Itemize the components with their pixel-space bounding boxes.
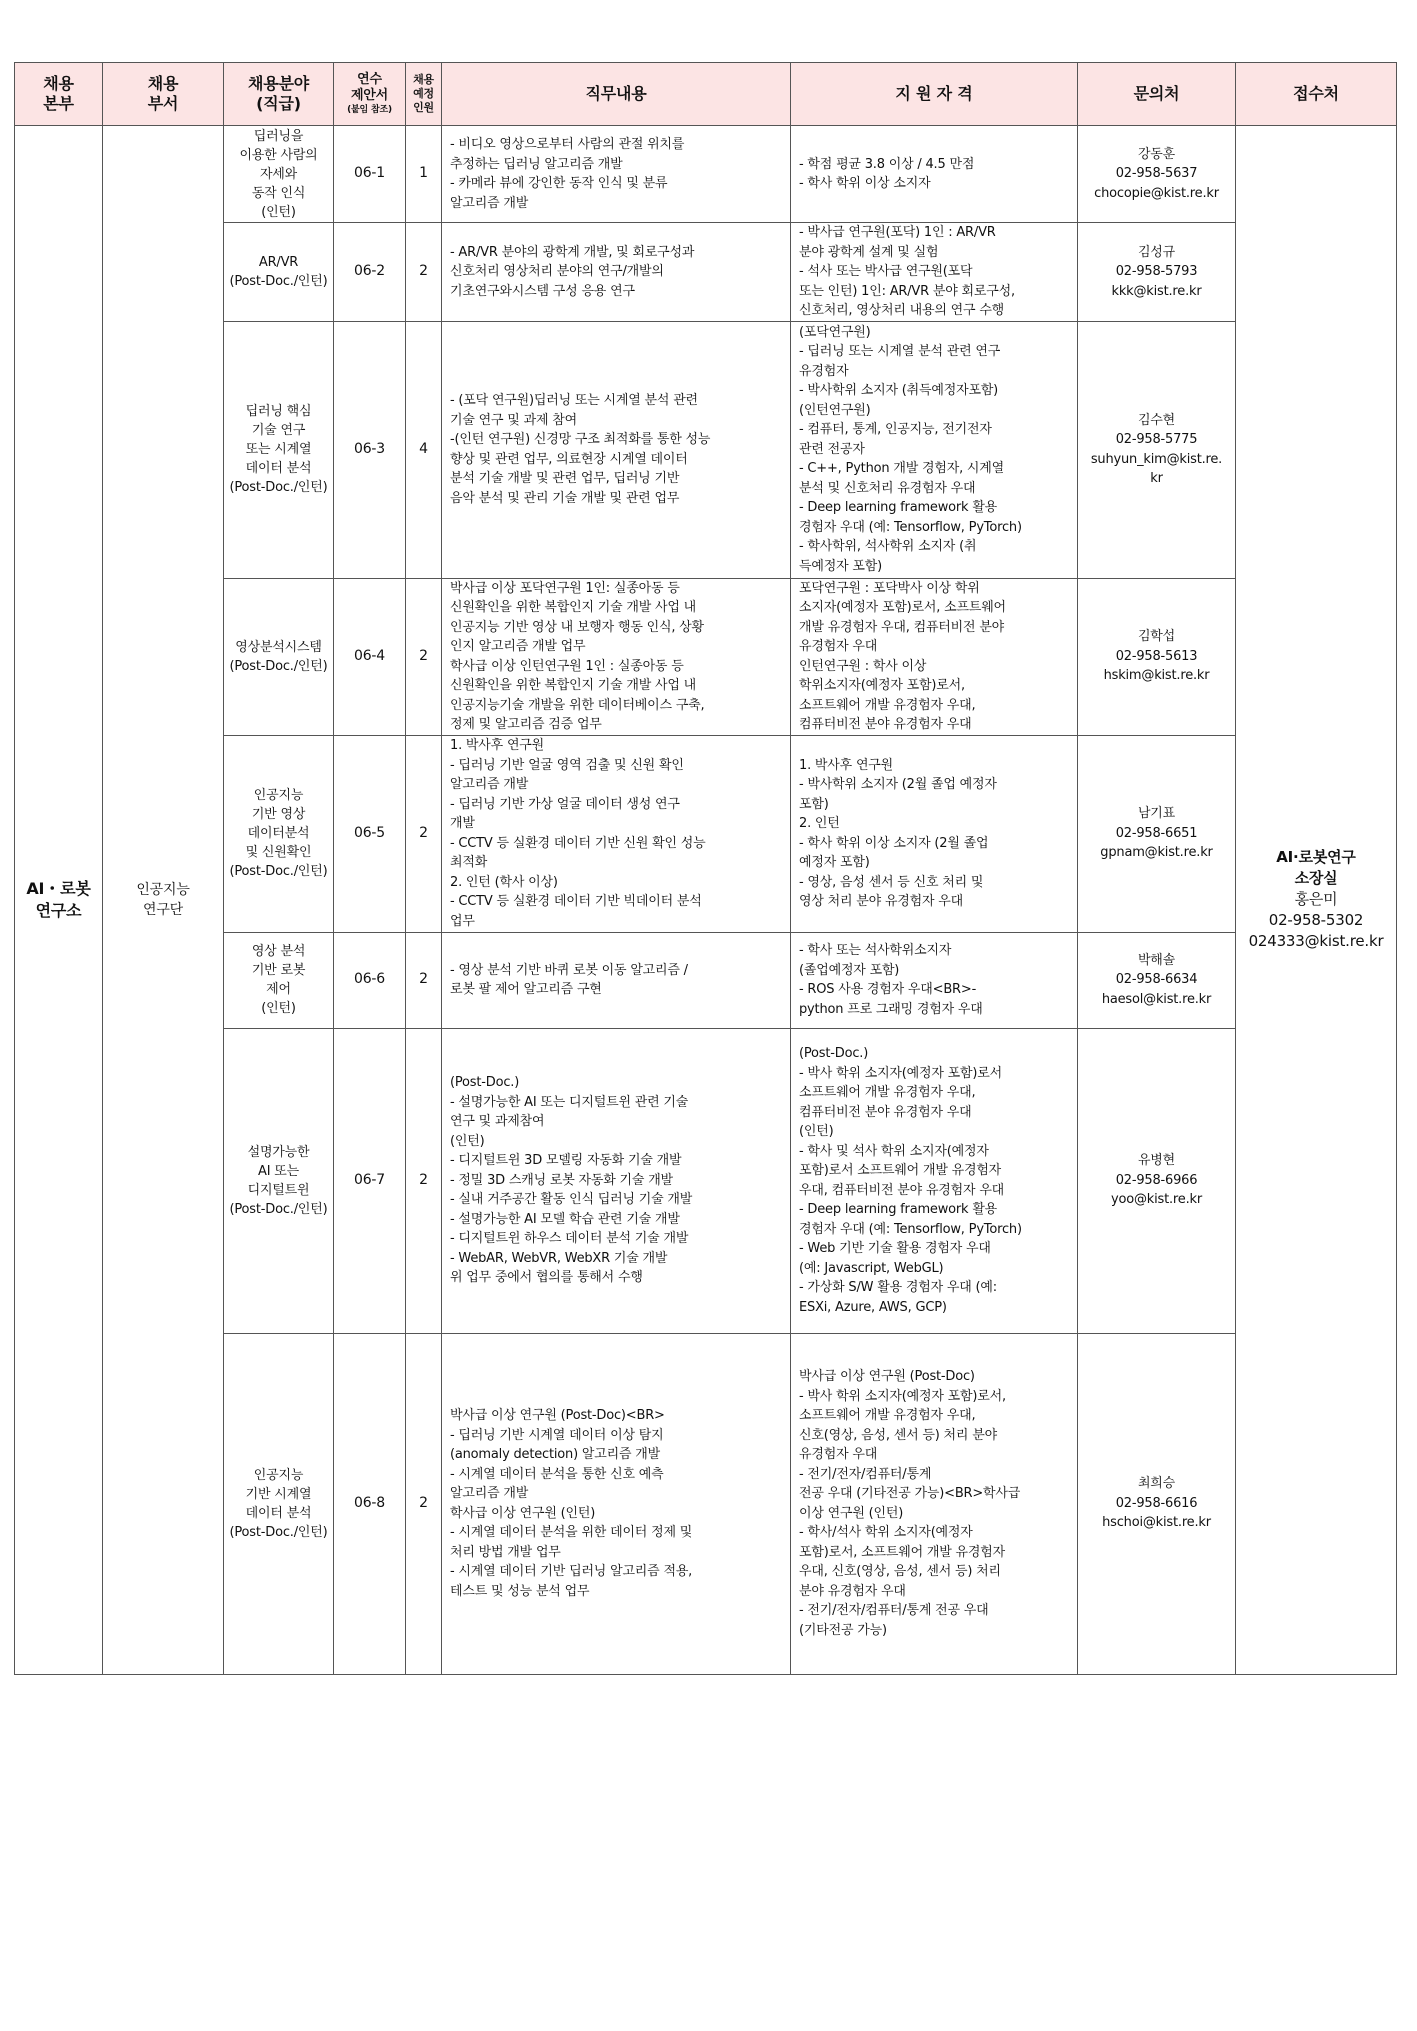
qual-cell-line: - 딥러닝 또는 시계열 분석 관련 연구 — [799, 344, 1001, 360]
header-dept: 채용 부서 — [103, 63, 224, 126]
count-cell: 2 — [406, 223, 442, 322]
duty-cell-line: 업무 — [450, 913, 475, 929]
duty-cell-line: - 딥러닝 기반 시계열 데이터 이상 탐지 — [450, 1427, 664, 1443]
count-cell: 2 — [406, 1028, 442, 1333]
qual-cell-line: - C++, Python 개발 경험자, 시계열 — [799, 461, 1005, 477]
qual-cell-line: 예정자 포함) — [799, 855, 870, 870]
contact-cell-line: 02-958-6966 — [1115, 1172, 1198, 1188]
duty-cell-line: - 설명가능한 AI 모델 학습 관련 기술 개발 — [450, 1211, 680, 1227]
qual-cell-line: - Web 기반 기술 활용 경험자 우대 — [799, 1241, 991, 1256]
qual-cell-line: 1. 박사후 연구원 — [799, 757, 894, 773]
qual-cell-line: 컴퓨터비전 분야 유경험자 우대 — [799, 1104, 972, 1120]
duty-cell-line: - 딥러닝 기반 가상 얼굴 데이터 생성 연구 — [450, 796, 680, 812]
qual-cell-line: 경험자 우대 (예: Tensorflow, PyTorch) — [799, 519, 1022, 535]
duty-cell-line: 음악 분석 및 관리 기술 개발 및 관련 업무 — [450, 490, 680, 506]
qual-cell-line: - 학사 및 석사 학위 소지자(예정자 — [799, 1143, 989, 1159]
qual-cell-line: 전공 우대 (기타전공 가능)<BR>학사급 — [799, 1486, 1021, 1501]
duty-cell-line: 향상 및 관련 업무, 의료현장 시계열 데이터 — [450, 451, 688, 467]
qual-cell-line: - Deep learning framework 활용 — [799, 1202, 998, 1217]
qual-cell-line: - Deep learning framework 활용 — [799, 500, 998, 516]
field-cell — [224, 321, 334, 578]
qual-cell-line: 포함)로서 소프트웨어 개발 유경험자 — [799, 1163, 1002, 1178]
count-cell: 2 — [406, 578, 442, 735]
field-cell-line: 데이터 분석 — [245, 461, 312, 476]
qual-cell-line: - 학점 평균 3.8 이상 / 4.5 만점 — [799, 156, 975, 172]
qual-cell-line: - 학사 또는 석사학위소지자 — [799, 943, 952, 958]
contact-cell — [1078, 932, 1236, 1028]
duty-cell — [442, 1028, 791, 1333]
qual-cell-line: 포함) — [799, 796, 829, 812]
receipt-cell — [1236, 126, 1397, 1675]
qual-cell — [791, 223, 1078, 322]
field-cell-line: 딥러닝 핵심 — [245, 404, 312, 419]
contact-cell-line: yoo@kist.re.kr — [1110, 1192, 1202, 1208]
duty-cell — [442, 578, 791, 735]
count-cell: 2 — [406, 1333, 442, 1674]
contact-cell-line: 강동훈 — [1137, 146, 1176, 162]
duty-cell-line: 알고리즘 개발 — [450, 777, 529, 792]
duty-cell-line: - WebAR, WebVR, WebXR 기술 개발 — [450, 1250, 668, 1266]
field-cell-line: 기반 영상 — [251, 807, 306, 822]
field-cell-line: (Post-Doc./인턴) — [229, 480, 328, 495]
qual-cell — [791, 735, 1078, 932]
duty-cell-line: 1. 박사후 연구원 — [450, 738, 545, 753]
qual-cell-line: - 학사 학위 이상 소지자 — [799, 176, 931, 191]
duty-cell-line: - 정밀 3D 스캐닝 로봇 자동화 기술 개발 — [450, 1172, 673, 1188]
duty-cell-line: 정제 및 알고리즘 검증 업무 — [450, 717, 602, 732]
qual-cell — [791, 321, 1078, 578]
qual-cell-line: - 전기/전자/컴퓨터/통계 — [799, 1466, 932, 1482]
qual-cell-line: 학위소지자(예정자 포함)로서, — [799, 678, 965, 693]
qual-cell-line: - 석사 또는 박사급 연구원(포닥 — [799, 264, 973, 279]
dept-cell-line: 인공지능 — [136, 881, 190, 898]
qual-cell-line: - 박사학위 소지자 (2월 졸업 예정자 — [799, 777, 997, 792]
header-code: 연수 제안서 (붙임 참조) — [334, 63, 406, 126]
contact-cell — [1078, 1028, 1236, 1333]
qual-cell-line: 포함)로서, 소프트웨어 개발 유경험자 — [799, 1544, 1005, 1560]
receipt-email: 024333@kist.re.kr — [1248, 932, 1384, 951]
duty-cell — [442, 1333, 791, 1674]
qual-cell-line: - 가상화 S/W 활용 경험자 우대 (예: — [799, 1280, 997, 1295]
qual-cell — [791, 126, 1078, 223]
qual-cell-line: python 프로 그래밍 경험자 우대 — [799, 1001, 983, 1017]
header-hq: 채용 본부 — [15, 63, 103, 126]
duty-cell — [442, 735, 791, 932]
contact-cell-line: 02-958-6634 — [1115, 972, 1198, 988]
duty-cell-line: 기초연구와시스템 구성 응용 연구 — [450, 283, 635, 299]
duty-cell — [442, 223, 791, 322]
qual-cell-line: 영상 처리 분야 유경험자 우대 — [799, 894, 964, 909]
field-cell-line: (인턴) — [261, 1001, 296, 1016]
duty-cell-line: 신원확인을 위한 복합인지 기술 개발 사업 내 — [450, 678, 697, 693]
duty-cell-line: - 영상 분석 기반 바퀴 로봇 이동 알고리즘 / — [450, 962, 688, 978]
duty-cell-line: 기술 연구 및 과제 참여 — [450, 412, 577, 428]
duty-cell-line: 인지 알고리즘 개발 업무 — [450, 639, 586, 654]
field-cell-line: (Post-Doc./인턴) — [229, 658, 328, 674]
duty-cell-line: - 설명가능한 AI 또는 디지털트윈 관련 기술 — [450, 1094, 689, 1110]
duty-cell-line: - 시계열 데이터 분석을 위한 데이터 정제 및 — [450, 1525, 693, 1540]
qual-cell-line: - 학사/석사 학위 소지자(예정자 — [799, 1525, 973, 1540]
duty-cell-line: 알고리즘 개발 — [450, 1486, 529, 1501]
code-cell: 06-5 — [334, 735, 406, 932]
count-cell: 4 — [406, 321, 442, 578]
qual-cell-line: 소프트웨어 개발 유경험자 우대, — [799, 1408, 976, 1423]
duty-cell-line: 신원확인을 위한 복합인지 기술 개발 사업 내 — [450, 600, 697, 615]
field-cell-line: 데이터분석 — [247, 826, 310, 841]
contact-cell — [1078, 1333, 1236, 1674]
qual-cell-line: - ROS 사용 경험자 우대<BR>- — [799, 982, 977, 997]
duty-cell-line: - 딥러닝 기반 얼굴 영역 검출 및 신원 확인 — [450, 757, 684, 773]
qual-cell-line: 관련 전공자 — [799, 441, 865, 457]
qual-cell-line: 이상 연구원 (인턴) — [799, 1505, 904, 1521]
qual-cell-line: (기타전공 가능) — [799, 1622, 887, 1638]
duty-cell-line: - (포닥 연구원)딥러닝 또는 시계열 분석 관련 — [450, 393, 698, 408]
qual-cell-line: 우대, 컴퓨터비전 분야 유경험자 우대 — [799, 1182, 1005, 1198]
duty-cell-line: 테스트 및 성능 분석 업무 — [450, 1583, 590, 1599]
contact-cell-line: hschoi@kist.re.kr — [1102, 1515, 1211, 1531]
field-cell-line: 기반 시계열 — [245, 1486, 312, 1502]
duty-cell-line: -(인턴 연구원) 신경망 구조 최적화를 통한 성능 — [450, 432, 711, 447]
qual-cell — [791, 932, 1078, 1028]
qual-cell-line: 소프트웨어 개발 유경험자 우대, — [799, 1085, 976, 1100]
table-row — [15, 126, 1397, 223]
qual-cell-line: 신호처리, 영상처리 내용의 연구 수행 — [799, 303, 1005, 318]
contact-cell-line: 유병현 — [1137, 1153, 1176, 1169]
count-cell: 1 — [406, 126, 442, 223]
field-cell-line: 데이터 분석 — [245, 1505, 312, 1521]
duty-cell-line: 최적화 — [450, 855, 488, 870]
qual-cell-line: (인턴연구원) — [799, 402, 871, 418]
qual-cell-line: 박사급 이상 연구원 (Post-Doc) — [799, 1369, 975, 1384]
qual-cell-line: 분야 유경험자 우대 — [799, 1583, 906, 1599]
qual-cell-line: 유경험자 우대 — [799, 639, 878, 654]
field-cell-line: (Post-Doc./인턴) — [229, 273, 328, 289]
header-qual: 지 원 자 격 — [791, 63, 1078, 126]
code-cell: 06-1 — [334, 126, 406, 223]
receipt-name: 홍은미 — [1294, 890, 1338, 909]
field-cell-line: 이용한 사람의 — [239, 147, 318, 163]
contact-cell-line: 최희승 — [1137, 1476, 1176, 1492]
header-contact: 문의처 — [1078, 63, 1236, 126]
field-cell-line: 디지털트윈 — [247, 1182, 310, 1198]
duty-cell-line: - AR/VR 분야의 광학계 개발, 및 회로구성과 — [450, 244, 695, 260]
contact-cell-line: 02-958-5613 — [1115, 648, 1198, 664]
field-cell — [224, 578, 334, 735]
contact-cell-line: 김수현 — [1137, 412, 1176, 428]
qual-cell-line: 유경험자 — [799, 363, 849, 379]
duty-cell-line: 신호처리 영상처리 분야의 연구/개발의 — [450, 264, 664, 279]
qual-cell-line: 득예정자 포함) — [799, 558, 882, 574]
duty-cell-line: 박사급 이상 연구원 (Post-Doc)<BR> — [450, 1408, 665, 1423]
qual-cell-line: - 박사 학위 소지자(예정자 포함)로서 — [799, 1065, 1002, 1081]
qual-cell — [791, 1333, 1078, 1674]
hq-cell-line: 연구소 — [35, 900, 82, 920]
duty-cell-line: - 디지털트윈 3D 모델링 자동화 기술 개발 — [450, 1153, 682, 1169]
qual-cell-line: 포닥연구원 : 포닥박사 이상 학위 — [799, 580, 980, 596]
field-cell-line: 영상분석시스템 — [235, 639, 322, 655]
field-cell-line: 동작 인식 — [251, 185, 306, 201]
qual-cell-line: (Post-Doc.) — [799, 1046, 869, 1061]
contact-cell-line: 박해솔 — [1137, 952, 1176, 968]
contact-cell — [1078, 223, 1236, 322]
code-cell: 06-6 — [334, 932, 406, 1028]
header-field: 채용분야 (직급) — [224, 63, 334, 126]
qual-cell-line: 인턴연구원 : 학사 이상 — [799, 658, 927, 674]
duty-cell-line: 인공지능 기반 영상 내 보행자 행동 인식, 상황 — [450, 619, 704, 635]
contact-cell — [1078, 321, 1236, 578]
contact-cell — [1078, 735, 1236, 932]
contact-cell-line: hskim@kist.re.kr — [1103, 668, 1210, 684]
receipt-line1: AI·로봇연구 — [1276, 848, 1356, 867]
field-cell-line: (Post-Doc./인턴) — [229, 1201, 328, 1217]
qual-cell-line: - 영상, 음성 센서 등 신호 처리 및 — [799, 874, 984, 890]
duty-cell-line: - 비디오 영상으로부터 사람의 관절 위치를 — [450, 137, 685, 152]
duty-cell-line: 추정하는 딥러닝 알고리즘 개발 — [450, 156, 623, 172]
qual-cell-line: 소프트웨어 개발 유경험자 우대, — [799, 697, 976, 713]
duty-cell-line: - CCTV 등 실환경 데이터 기반 빅데이터 분석 — [450, 894, 702, 909]
duty-cell-line: - 시계열 데이터 분석을 통한 신호 예측 — [450, 1466, 664, 1482]
qual-cell-line: 유경험자 우대 — [799, 1447, 878, 1462]
duty-cell — [442, 932, 791, 1028]
duty-cell — [442, 126, 791, 223]
dept-cell — [103, 126, 224, 1675]
field-cell — [224, 223, 334, 322]
qual-cell-line: 경험자 우대 (예: Tensorflow, PyTorch) — [799, 1221, 1022, 1237]
duty-cell — [442, 321, 791, 578]
qual-cell-line: 소지자(예정자 포함)로서, 소프트웨어 — [799, 600, 1006, 615]
dept-cell-line: 연구단 — [143, 901, 183, 918]
qual-cell-line: - 박사학위 소지자 (취득예정자포함) — [799, 383, 999, 399]
duty-cell-line: 처리 방법 개발 업무 — [450, 1544, 561, 1560]
duty-cell-line: - CCTV 등 실환경 데이터 기반 신원 확인 성능 — [450, 835, 706, 851]
qual-cell-line: 우대, 신호(영상, 음성, 센서 등) 처리 — [799, 1564, 1001, 1579]
qual-cell — [791, 1028, 1078, 1333]
field-cell — [224, 1333, 334, 1674]
qual-cell-line: - 전기/전자/컴퓨터/통계 전공 우대 — [799, 1603, 989, 1618]
contact-cell-line: 02-958-6616 — [1115, 1495, 1198, 1511]
field-cell — [224, 735, 334, 932]
header-count: 채용 예정 인원 — [406, 63, 442, 126]
code-cell: 06-3 — [334, 321, 406, 578]
duty-cell-line: 학사급 이상 인턴연구원 1인 : 실종아동 등 — [450, 658, 684, 674]
contact-cell-line: haesol@kist.re.kr — [1101, 991, 1212, 1007]
qual-cell-line: - 박사 학위 소지자(예정자 포함)로서, — [799, 1388, 1006, 1404]
contact-cell-line: kr — [1150, 471, 1163, 486]
qual-cell-line: - 컴퓨터, 통계, 인공지능, 전기전자 — [799, 422, 992, 438]
field-cell-line: 인공지능 — [253, 788, 304, 803]
duty-cell-line: 위 업무 중에서 협의를 통해서 수행 — [450, 1270, 643, 1286]
qual-cell-line: (인턴) — [799, 1124, 834, 1139]
field-cell-line: 딥러닝을 — [253, 128, 304, 144]
field-cell-line: 기술 연구 — [251, 423, 306, 438]
field-cell-line: AR/VR — [258, 254, 299, 270]
field-cell-line: 자세와 — [259, 166, 298, 182]
qual-cell-line: ESXi, Azure, AWS, GCP) — [799, 1299, 947, 1315]
field-cell-line: (인턴) — [261, 204, 296, 220]
qual-cell-line: (졸업예정자 포함) — [799, 962, 900, 978]
duty-cell-line: 2. 인턴 (학사 이상) — [450, 874, 558, 890]
field-cell-line: 제어 — [266, 982, 291, 997]
field-cell-line: 또는 시계열 — [245, 442, 312, 457]
contact-cell — [1078, 126, 1236, 223]
hq-cell-line: AI・로봇 — [26, 878, 91, 898]
field-cell — [224, 126, 334, 223]
qual-cell-line: 컴퓨터비전 분야 유경험자 우대 — [799, 717, 972, 732]
contact-cell-line: 김성규 — [1137, 244, 1176, 260]
duty-cell-line: 박사급 이상 포닥연구원 1인: 실종아동 등 — [450, 580, 680, 596]
contact-cell-line: 02-958-5793 — [1115, 264, 1198, 279]
contact-cell-line: gpnam@kist.re.kr — [1100, 845, 1213, 861]
duty-cell-line: 알고리즘 개발 — [450, 195, 529, 211]
qual-cell-line: (예: Javascript, WebGL) — [799, 1260, 944, 1276]
field-cell-line: 영상 분석 — [251, 944, 306, 959]
receipt-line2: 소장실 — [1294, 869, 1338, 888]
hq-cell — [15, 126, 103, 1675]
duty-cell-line: (anomaly detection) 알고리즘 개발 — [450, 1447, 660, 1462]
contact-cell-line: 02-958-5637 — [1115, 166, 1198, 182]
count-cell: 2 — [406, 735, 442, 932]
duty-cell-line: 인공지능기술 개발을 위한 데이터베이스 구축, — [450, 697, 705, 713]
qual-cell-line: 신호(영상, 음성, 센서 등) 처리 분야 — [799, 1427, 997, 1443]
duty-cell-line: - 디지털트윈 하우스 데이터 분석 기술 개발 — [450, 1231, 689, 1247]
contact-cell-line: kkk@kist.re.kr — [1111, 283, 1202, 299]
duty-cell-line: - 카메라 뷰에 강인한 동작 인식 및 분류 — [450, 176, 668, 191]
code-cell: 06-2 — [334, 223, 406, 322]
qual-cell-line: - 학사학위, 석사학위 소지자 (취 — [799, 539, 977, 555]
qual-cell-line: 2. 인턴 — [799, 816, 840, 831]
contact-cell-line: 02-958-6651 — [1115, 825, 1198, 841]
field-cell-line: AI 또는 — [258, 1163, 299, 1179]
duty-cell-line: 개발 — [450, 816, 475, 831]
duty-cell-line: (Post-Doc.) — [450, 1075, 520, 1091]
receipt-phone: 02-958-5302 — [1268, 911, 1364, 930]
contact-cell-line: 남기표 — [1137, 806, 1176, 822]
code-cell: 06-4 — [334, 578, 406, 735]
qual-cell-line: 분야 광학계 설계 및 실험 — [799, 244, 939, 260]
field-cell-line: (Post-Doc./인턴) — [229, 864, 328, 879]
code-cell: 06-7 — [334, 1028, 406, 1333]
duty-cell-line: (인턴) — [450, 1133, 485, 1149]
count-cell: 2 — [406, 932, 442, 1028]
duty-cell-line: 학사급 이상 연구원 (인턴) — [450, 1505, 596, 1521]
code-cell: 06-8 — [334, 1333, 406, 1674]
contact-cell-line: 02-958-5775 — [1115, 432, 1198, 447]
duty-cell-line: - 시계열 데이터 기반 딥러닝 알고리즘 적용, — [450, 1564, 693, 1579]
contact-cell-line: 김학섭 — [1137, 629, 1176, 645]
duty-cell-line: 로봇 팔 제어 알고리즘 구현 — [450, 982, 602, 997]
field-cell-line: 및 신원확인 — [245, 845, 312, 860]
field-cell-line: 인공지능 — [253, 1467, 304, 1483]
field-cell-line: (Post-Doc./인턴) — [229, 1524, 328, 1540]
qual-cell-line: - 박사급 연구원(포닥) 1인 : AR/VR — [799, 225, 996, 240]
qual-cell-line: 또는 인턴) 1인: AR/VR 분야 회로구성, — [799, 283, 1015, 299]
header-duty: 직무내용 — [442, 63, 791, 126]
field-cell-line: 기반 로봇 — [251, 963, 306, 978]
qual-cell-line: 개발 유경험자 우대, 컴퓨터비전 분야 — [799, 619, 1005, 635]
contact-cell-line: chocopie@kist.re.kr — [1094, 185, 1219, 201]
qual-cell-line: (포닥연구원) — [799, 324, 871, 340]
qual-cell — [791, 578, 1078, 735]
contact-cell — [1078, 578, 1236, 735]
field-cell-line: 설명가능한 — [247, 1144, 310, 1160]
recruitment-table — [14, 62, 1397, 1675]
duty-cell-line: - 실내 거주공간 활동 인식 딥러닝 기술 개발 — [450, 1192, 693, 1208]
duty-cell-line: 연구 및 과제참여 — [450, 1114, 545, 1130]
header-row — [15, 63, 1397, 126]
duty-cell-line: 분석 기술 개발 및 관련 업무, 딥러닝 기반 — [450, 471, 680, 486]
qual-cell-line: - 학사 학위 이상 소지자 (2월 졸업 — [799, 835, 989, 851]
contact-cell-line: suhyun_kim@kist.re. — [1090, 451, 1223, 467]
header-receipt: 접수처 — [1236, 63, 1397, 126]
qual-cell-line: 분석 및 신호처리 유경험자 우대 — [799, 480, 976, 496]
field-cell — [224, 1028, 334, 1333]
field-cell — [224, 932, 334, 1028]
